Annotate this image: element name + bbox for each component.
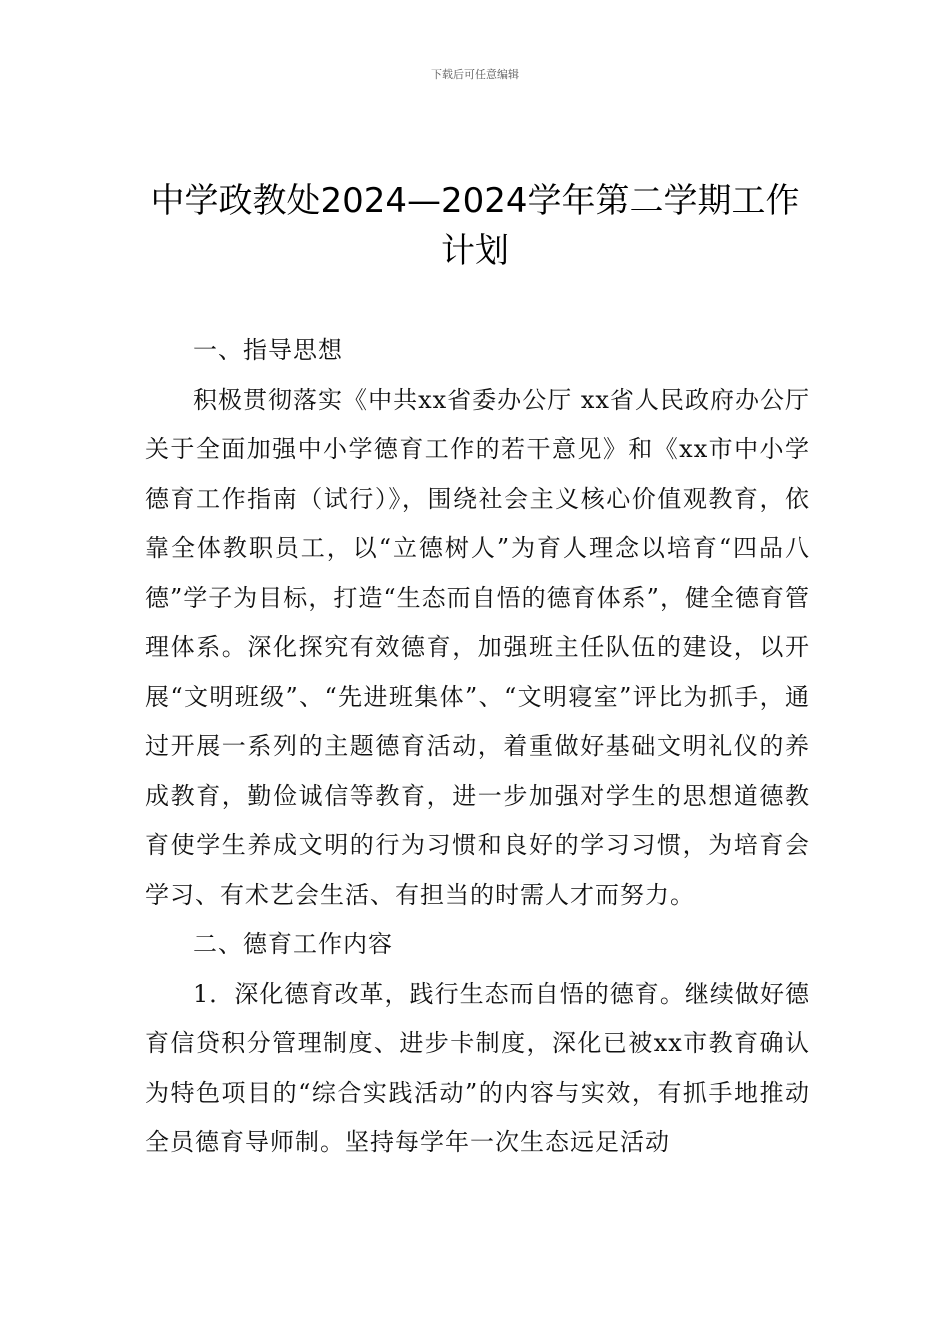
section-heading-moral-education-content: 二、德育工作内容: [193, 930, 393, 958]
page-header-note: 下载后可任意编辑: [431, 68, 519, 81]
paragraph-moral-education-item-1: 1．深化德育改革，践行生态而自悟的德育。继续做好德育信贷积分管理制度、进步卡制度，深化已被xx市教育确认为特色项目的“综合实践活动”的内容与实效，有抓手地推动全员德育导师制。坚持每学年一次生态远足活动: [145, 979, 810, 1156]
document-title: 中学政教处2024—2024学年第二学期工作计划: [150, 181, 800, 271]
section-heading-guiding-thought: 一、指导思想: [193, 336, 343, 364]
paragraph-guiding-thought: 积极贯彻落实《中共xx省委办公厅 xx省人民政府办公厅关于全面加强中小学德育工作的若干意见》和《xx市中小学德育工作指南（试行）》，围绕社会主义核心价值观教育，依靠全体教职员工，以“立德树人”为育人理念以培育“四品八德”学子为目标，打造“生态而自悟的德育体系”，健全德育管理体系。深化探究有效德育，加强班主任队伍的建设，以开展“文明班级”、“先进班集体”、“文明寝室”评比为抓手，通过开展一系列的主题德育活动，着重做好基础文明礼仪的养成教育，勤俭诚信等教育，进一步加强对学生的思想道德教育使学生养成文明的行为习惯和良好的学习习惯，为培育会学习、有术艺会生活、有担当的时需人才而努力。: [145, 385, 810, 909]
document-body: [145, 326, 810, 1168]
